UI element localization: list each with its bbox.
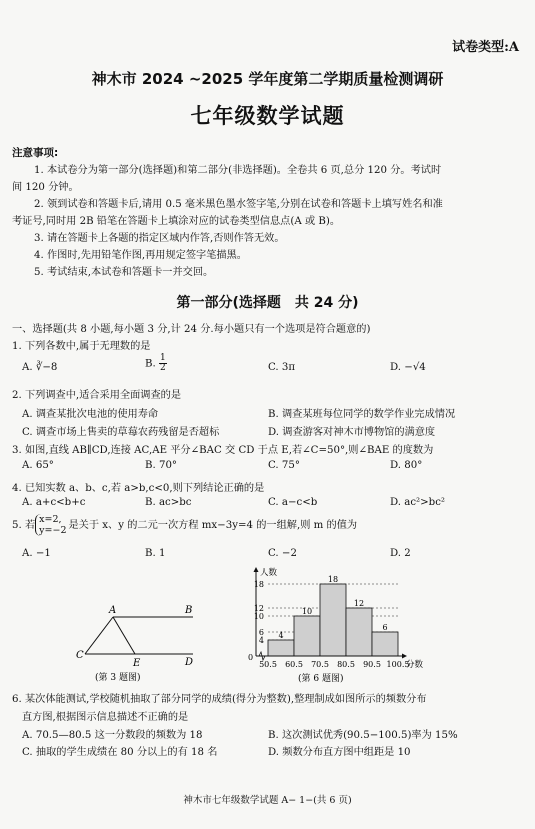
- figure3-caption: (第 3 题图): [95, 673, 141, 683]
- x-tick-label: 90.5: [363, 660, 381, 669]
- q4-option-d: D. ac²>bc²: [390, 497, 445, 508]
- q1-option-b-prefix: B.: [145, 358, 156, 370]
- note-line: 5. 考试结束,本试卷和答题卡一并交回。: [34, 267, 214, 278]
- q5-prefix: 5. 若: [12, 520, 36, 531]
- q1-b-denominator: 2: [159, 363, 166, 373]
- label-a: A: [109, 605, 117, 616]
- histogram-bar: [294, 616, 320, 656]
- y-axis-arrow: [254, 567, 259, 572]
- y-tick-label: 6: [258, 628, 264, 637]
- note-line: 3. 请在答题卡上各题的指定区域内作答,否则作答无效。: [34, 233, 285, 244]
- x-tick-label: 60.5: [285, 660, 303, 669]
- q4-option-a: A. a+c<b+c: [22, 497, 86, 508]
- q5-eq1: x=2,: [39, 514, 62, 525]
- label-e: E: [133, 658, 141, 669]
- y-tick-label: 12: [253, 604, 264, 613]
- q3-option-c: C. 75°: [268, 460, 300, 471]
- figure6-caption: (第 6 题图): [298, 674, 344, 684]
- histogram-bar: [268, 640, 294, 656]
- q6-stem-line2: 直方图,根据图示信息描述不正确的是: [22, 712, 189, 723]
- line-ae: [113, 617, 135, 654]
- q5-suffix: 是关于 x、y 的二元一次方程 mx−3y=4 的一组解,则 m 的值为: [68, 520, 358, 531]
- q5-eq2: y=−2: [39, 525, 67, 536]
- label-d: D: [185, 657, 194, 668]
- q1-b-numerator: 1: [159, 353, 166, 363]
- x-tick-label: 70.5: [311, 660, 329, 669]
- exam-title: 神木市 2024 ~2025 学年度第二学期质量检测调研: [91, 70, 444, 88]
- figure3-diagram: [75, 600, 205, 684]
- notes-heading: 注意事项:: [12, 147, 59, 159]
- x-axis-label: 分数: [406, 660, 424, 670]
- histogram-bar: [320, 584, 346, 656]
- label-b: B: [185, 605, 193, 616]
- q5-option-b: B. 1: [145, 548, 166, 559]
- histogram-bar: [372, 632, 398, 656]
- q6-option-d: D. 频数分布直方图中组距是 10: [268, 747, 411, 758]
- q4-option-b: B. ac>bc: [145, 497, 192, 508]
- note-line: 4. 作图时,先用铅笔作图,再用规定签字笔描黑。: [34, 250, 247, 261]
- q4-option-c: C. a−c<b: [268, 497, 318, 508]
- q2-stem: 2. 下列调查中,适合采用全面调查的是: [12, 390, 182, 401]
- note-line: 1. 本试卷分为第一部分(选择题)和第二部分(非选择题)。全卷共 6 页,总分 120 分。考试时: [34, 165, 442, 176]
- note-line: 考证号,同时用 2B 铅笔在答题卡上填涂对应的试卷类型信息点(A 或 B)。: [12, 216, 341, 227]
- q2-option-a: A. 调查某批次电池的使用寿命: [22, 409, 159, 420]
- q1-option-b-fraction: [159, 354, 167, 373]
- q5-option-c: C. −2: [268, 548, 297, 559]
- y-tick-label: 4: [258, 636, 264, 645]
- origin-label: 0: [248, 653, 254, 662]
- q5-option-a: A. −1: [22, 548, 51, 559]
- q2-option-d: D. 调查游客对神木市博物馆的满意度: [268, 427, 436, 438]
- page-footer: 神木市七年级数学试题 A− 1−(共 6 页): [183, 795, 352, 806]
- q1-option-c: C. 3π: [268, 362, 296, 373]
- bar-data-label: 12: [353, 599, 365, 608]
- histogram-bars: [268, 584, 398, 656]
- x-tick-label: 80.5: [337, 660, 355, 669]
- q6-stem-line1: 6. 某次体能测试,学校随机抽取了部分同学的成绩(得分为整数),整理制成如图所示的频数分布: [12, 694, 427, 705]
- x-tick-label: 50.5: [259, 660, 277, 669]
- note-line: 间 120 分钟。: [12, 182, 79, 193]
- q3-stem: 3. 如图,直线 AB∥CD,连接 AC,AE 平分∠BAC 交 CD 于点 E,若∠C=50°,则∠BAE 的度数为: [12, 445, 434, 456]
- part1-title: 第一部分(选择题 共 24 分): [176, 295, 359, 311]
- line-ac: [85, 617, 113, 654]
- q3-option-b: B. 70°: [145, 460, 178, 471]
- q5-option-d: D. 2: [390, 548, 411, 559]
- q6-option-b: B. 这次测试优秀(90.5−100.5)率为 15%: [268, 730, 458, 741]
- label-c: C: [76, 650, 84, 661]
- y-axis-label: 人数: [260, 568, 278, 578]
- q6-option-a: A. 70.5—80.5 这一分数段的频数为 18: [22, 730, 203, 741]
- bar-data-label: 10: [301, 607, 313, 616]
- q4-stem: 4. 已知实数 a、b、c,若 a>b,c<0,则下列结论正确的是: [12, 483, 265, 494]
- note-line: 2. 领到试卷和答题卡后,请用 0.5 毫米黑色墨水签字笔,分别在试卷和答题卡上填写姓名和准: [34, 199, 443, 210]
- q1-option-d: D. −√4: [390, 362, 426, 373]
- figure6-histogram: [228, 566, 450, 686]
- bar-data-label: 6: [382, 623, 388, 632]
- bar-data-label: 18: [327, 575, 339, 584]
- y-tick-label: 18: [253, 580, 264, 589]
- q3-option-a: A. 65°: [22, 460, 54, 471]
- y-tick-label: 10: [253, 612, 264, 621]
- q1-option-a: A. ∛−8: [22, 362, 58, 373]
- q1-stem: 1. 下列各数中,属于无理数的是: [12, 341, 151, 352]
- exam-subtitle: 七年级数学试题: [190, 104, 345, 128]
- histogram-bar: [346, 608, 372, 656]
- q6-option-c: C. 抽取的学生成绩在 80 分以上的有 18 名: [22, 747, 218, 758]
- q5-system: [35, 514, 66, 536]
- q2-option-c: C. 调查市场上售卖的草莓农药残留是否超标: [22, 427, 220, 438]
- x-tick-label: 100.5: [386, 660, 410, 669]
- q3-option-d: D. 80°: [390, 460, 423, 471]
- bar-data-label: 4: [278, 631, 284, 640]
- section-intro: 一、选择题(共 8 小题,每小题 3 分,计 24 分.每小题只有一个选项是符合题意的): [12, 324, 371, 335]
- q5-stem: [12, 514, 357, 536]
- q2-option-b: B. 调查某班每位同学的数学作业完成情况: [268, 409, 456, 420]
- paper-type: 试卷类型:A: [452, 40, 519, 55]
- q1-option-b: [145, 354, 167, 373]
- x-axis-arrow: [402, 654, 407, 659]
